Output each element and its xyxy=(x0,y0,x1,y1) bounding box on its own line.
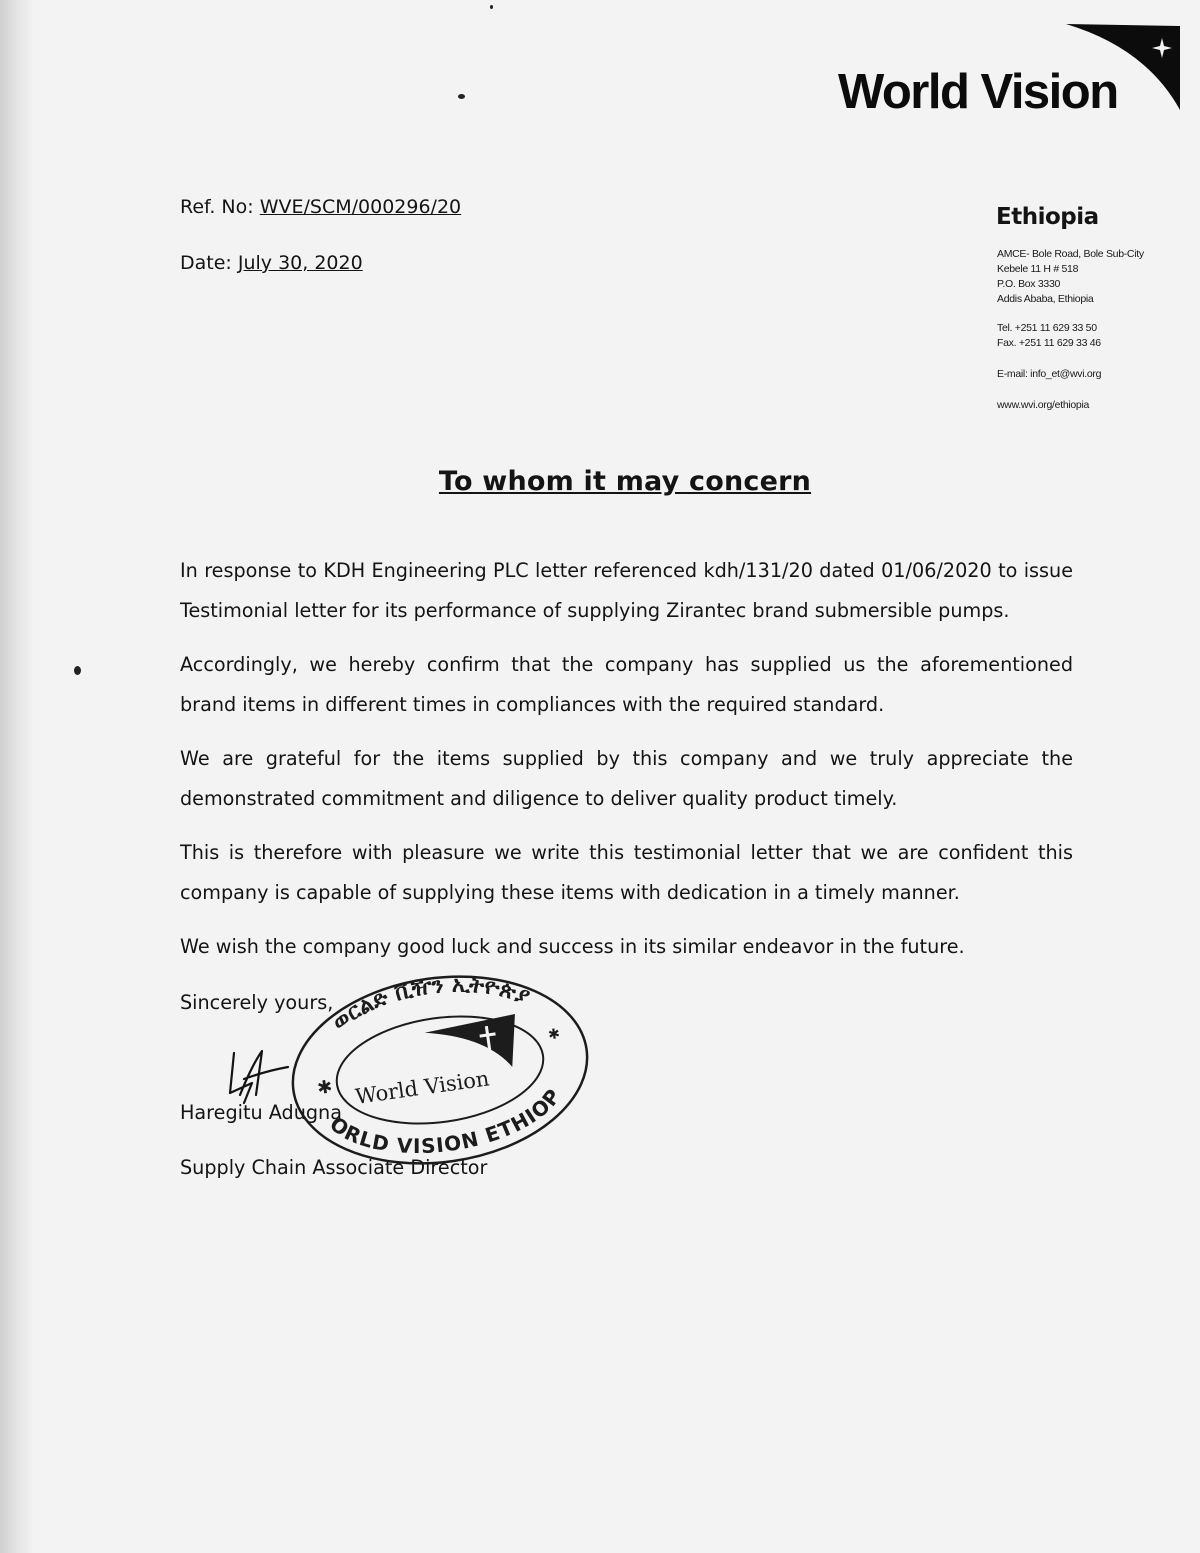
body-paragraph: Accordingly, we hereby confirm that the company has supplied us the aforementioned brand items in different times in compliances with the required standard. xyxy=(180,653,1073,716)
official-stamp xyxy=(280,965,600,1175)
letter-date xyxy=(180,252,363,274)
world-vision-logo xyxy=(838,24,1180,124)
body-paragraph: We are grateful for the items supplied by this company and we truly appreciate the demonstrated commitment and diligence to deliver quality product timely. xyxy=(180,747,1073,810)
letter-body xyxy=(180,551,1073,982)
ref-label: Ref. No: xyxy=(180,196,254,218)
body-paragraph: We wish the company good luck and success in its similar endeavor in the future. xyxy=(180,935,965,958)
address-line: P.O. Box 3330 xyxy=(997,278,1061,290)
stamp-top-text: ወርልድ ቪዥን ኢትዮጵያ xyxy=(327,972,534,1036)
closing-salutation: Sincerely yours, xyxy=(180,991,334,1014)
office-address xyxy=(997,247,1144,307)
stamp-center-text: World Vision xyxy=(353,1066,491,1109)
date-value: July 30, 2020 xyxy=(237,252,363,274)
address-line: Addis Ababa, Ethiopia xyxy=(997,293,1094,305)
ref-value: WVE/SCM/000296/20 xyxy=(259,196,462,218)
office-phones xyxy=(997,321,1101,351)
address-line: Kebele 11 H # 518 xyxy=(997,263,1079,275)
office-fax: Fax. +251 11 629 33 46 xyxy=(997,337,1101,349)
reference-number xyxy=(180,196,461,218)
scan-speck xyxy=(74,666,81,675)
office-email: E-mail: info_et@wvi.org xyxy=(997,368,1102,380)
logo-wordmark: World Vision xyxy=(838,65,1118,119)
date-label: Date: xyxy=(180,252,232,274)
signatory-name: Haregitu Adugna xyxy=(180,1101,342,1124)
office-country: Ethiopia xyxy=(996,204,1099,230)
scan-edge-shadow xyxy=(0,0,34,1553)
body-paragraph: This is therefore with pleasure we write this testimonial letter that we are confident this company is capable of supplying these items with dedication in a timely manner. xyxy=(180,841,1073,904)
office-website: www.wvi.org/ethiopia xyxy=(997,399,1090,411)
stamp-star-icon: ✱ xyxy=(547,1026,561,1044)
signatory-title: Supply Chain Associate Director xyxy=(180,1156,488,1179)
scan-speck xyxy=(490,5,493,9)
address-line: AMCE- Bole Road, Bole Sub-City xyxy=(997,248,1144,260)
world-vision-star-icon xyxy=(1058,24,1180,124)
scan-speck xyxy=(458,94,465,99)
stamp-star-icon: ✱ xyxy=(315,1076,334,1100)
handwritten-signature xyxy=(222,1045,294,1107)
letter-heading: To whom it may concern xyxy=(438,466,812,497)
body-paragraph: In response to KDH Engineering PLC letter referenced kdh/131/20 dated 01/06/2020 to issue Testimonial letter for its performance of supplying Zirantec brand submersible pumps. xyxy=(180,559,1073,622)
office-tel: Tel. +251 11 629 33 50 xyxy=(997,322,1097,334)
stamp-bottom-text: WORLD VISION ETHIOPIA xyxy=(325,1083,566,1159)
